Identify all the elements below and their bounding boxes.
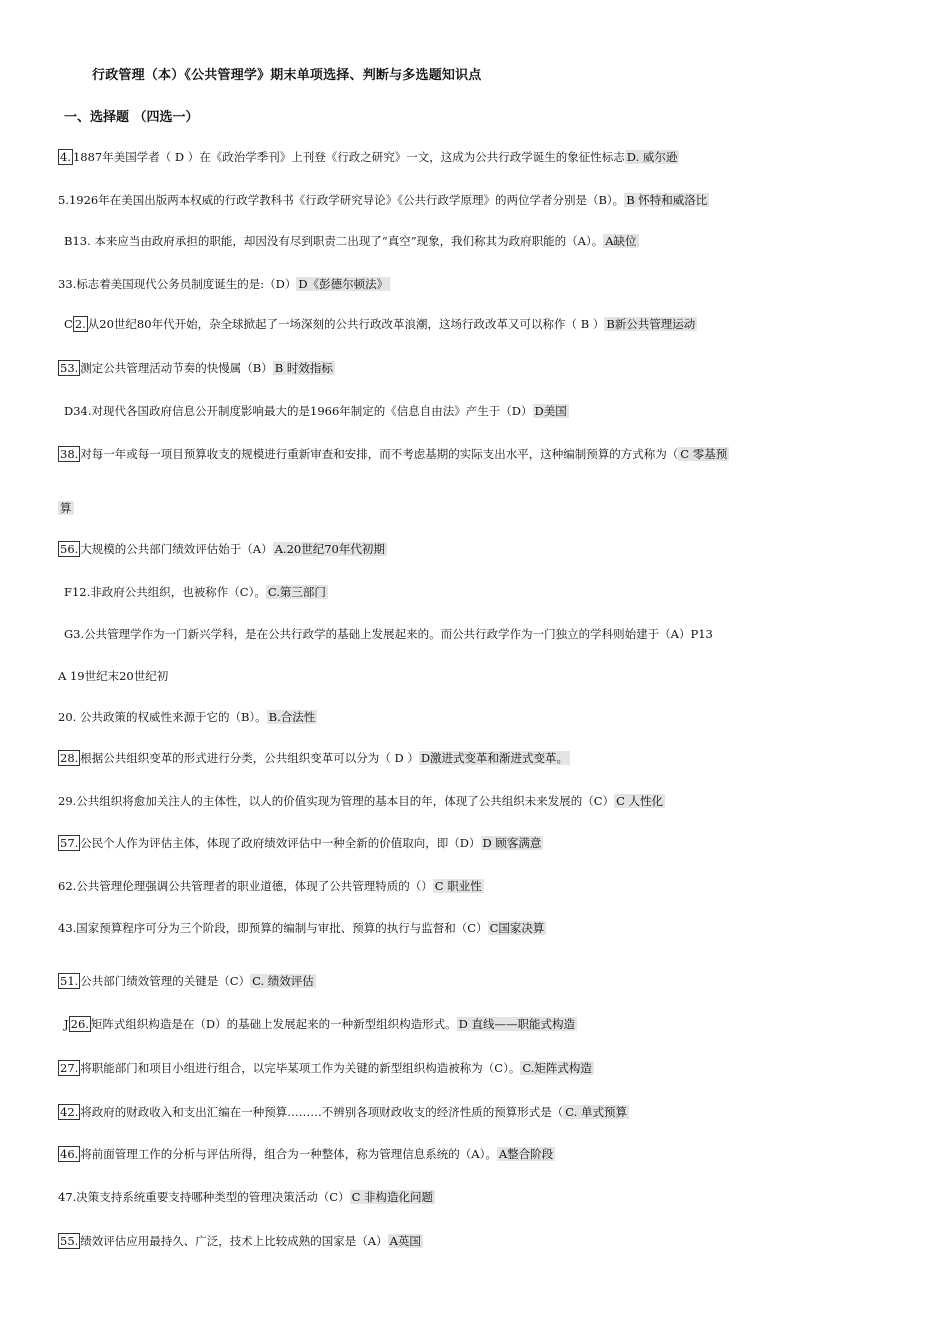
question-number: 4. <box>60 150 71 164</box>
question-text: 62.公共管理伦理强调公共管理者的职业道德，体现了公共管理特质的（） <box>58 879 433 893</box>
answer-text: D《彭德尔顿法》 <box>298 277 389 291</box>
question-line <box>64 626 900 642</box>
answer-text: B 时效指标 <box>274 361 333 375</box>
question-line <box>58 360 900 376</box>
question-text: 将前面管理工作的分析与评估所得，组合为一种整体，称为管理信息系统的（A）。 <box>80 1147 497 1161</box>
answer-text: D 顾客满意 <box>482 836 542 850</box>
answer-text: C 非构造化问题 <box>351 1190 434 1204</box>
question-text: 绩效评估应用最持久、广泛，技术上比较成熟的国家是（A） <box>80 1234 388 1248</box>
question-number: 42. <box>60 1105 79 1119</box>
answer-text: A整合阶段 <box>498 1147 554 1161</box>
question-text: 20. 公共政策的权威性来源于它的（B）。 <box>58 710 267 724</box>
question-line <box>64 316 900 332</box>
question-text: F12.非政府公共组织，也被称作（C）。 <box>64 585 266 599</box>
question-number: 28. <box>60 751 79 765</box>
question-line <box>58 1146 900 1162</box>
answer-text: C国家决算 <box>489 921 545 935</box>
question-number: 38. <box>60 447 79 461</box>
answer-text: D. 威尔逊 <box>626 150 678 164</box>
answer-text: B新公共管理运动 <box>606 317 696 331</box>
question-text: G3.公共管理学作为一门新兴学科，是在公共行政学的基础上发展起来的。而公共行政学作为一门独立的学科则始建于（A）P13 <box>64 627 713 641</box>
question-line <box>58 668 900 684</box>
question-text: 测定公共管理活动节奏的快慢属（B） <box>80 361 273 375</box>
question-number: 46. <box>60 1147 79 1161</box>
question-text: 33.标志着美国现代公务员制度诞生的是:（D） <box>58 277 297 291</box>
question-line <box>58 709 900 725</box>
question-line <box>64 584 900 600</box>
answer-text: B 怀特和威洛比 <box>626 193 708 207</box>
question-line <box>58 750 900 766</box>
section-heading: 一、选择题 （四选一） <box>64 110 199 125</box>
answer-text: C 职业性 <box>434 879 482 893</box>
answer-text: C 人性化 <box>616 794 664 808</box>
question-text: 1887年美国学者（ D ）在《政治学季刊》上刊登《行政之研究》一文，这成为公共行政学诞生的象征性标志 <box>72 150 625 164</box>
question-text: A 19世纪末20世纪初 <box>58 669 169 683</box>
question-text: 将职能部门和项目小组进行组合，以完毕某项工作为关键的新型组织构造被称为（C）。 <box>80 1061 521 1075</box>
question-line <box>64 403 900 419</box>
question-number: 56. <box>60 542 79 556</box>
question-line <box>58 500 900 516</box>
question-line <box>58 835 900 851</box>
question-line <box>58 276 900 292</box>
question-line <box>64 1016 900 1032</box>
question-text: 对每一年或每一项目预算收支的规模进行重新审查和安排，而不考虑基期的实际支出水平，这种编制预算的方式称为（ <box>80 447 679 461</box>
question-number: 53. <box>60 361 79 375</box>
question-line <box>58 973 900 989</box>
answer-text: C. 单式预算 <box>565 1105 627 1119</box>
question-text: 矩阵式组织构造是在（D）的基础上发展起来的一种新型组织构造形式。 <box>90 1017 457 1031</box>
answer-text: C. 绩效评估 <box>252 974 314 988</box>
question-number: 2. <box>74 317 86 331</box>
question-text: 大规模的公共部门绩效评估始于（A） <box>80 542 273 556</box>
question-text: 47.决策支持系统重要支持哪种类型的管理决策活动（C） <box>58 1190 350 1204</box>
question-line <box>58 920 900 936</box>
question-line <box>58 1189 900 1205</box>
answer-text: A缺位 <box>605 234 637 248</box>
answer-text: C 零基预 <box>680 447 728 461</box>
answer-text: D 直线——职能式构造 <box>458 1017 576 1031</box>
question-line <box>58 149 900 165</box>
answer-text: D美国 <box>534 404 567 418</box>
question-number: 55. <box>60 1234 79 1248</box>
question-text: 5.1926年在美国出版两本权威的行政学教科书《行政学研究导论》《公共行政学原理》的两位学者分别是（B）。 <box>58 193 625 207</box>
question-prefix: J <box>64 1017 69 1031</box>
answer-text: A英国 <box>389 1234 421 1248</box>
question-text: 将政府的财政收入和支出汇编在一种预算………不辨别各项财政收支的经济性质的预算形式是（ <box>80 1105 564 1119</box>
question-text: 根据公共组织变革的形式进行分类，公共组织变革可以分为（ D ） <box>80 751 419 765</box>
question-number: 51. <box>60 974 79 988</box>
question-text: 43.国家预算程序可分为三个阶段，即预算的编制与审批、预算的执行与监督和（C） <box>58 921 488 935</box>
question-number: 57. <box>60 836 79 850</box>
question-line <box>58 1104 900 1120</box>
question-line <box>58 793 900 809</box>
answer-text: C.第三部门 <box>267 585 326 599</box>
question-text: B13. 本来应当由政府承担的职能，却因没有尽到职责二出现了“真空”现象，我们称其为政府职能的（A）。 <box>64 234 604 248</box>
question-number: 27. <box>60 1061 79 1075</box>
question-line <box>58 192 900 208</box>
question-text: 29.公共组织将愈加关注人的主体性，以人的价值实现为管理的基本目的年，体现了公共组织未来发展的（C） <box>58 794 615 808</box>
question-text: D34.对现代各国政府信息公开制度影响最大的是1966年制定的《信息自由法》产生于（D） <box>64 404 533 418</box>
question-line <box>64 233 900 249</box>
question-line <box>58 446 900 462</box>
answer-text: 算 <box>60 501 72 515</box>
answer-text: A.20世纪70年代初期 <box>274 542 385 556</box>
question-number: 26. <box>70 1017 89 1031</box>
question-line <box>58 878 900 894</box>
answer-text: C.矩阵式构造 <box>522 1061 592 1075</box>
answer-text: B.合法性 <box>268 710 316 724</box>
answer-text: D激进式变革和渐进式变革。 <box>420 751 569 765</box>
question-text: 公共部门绩效管理的关键是（C） <box>80 974 251 988</box>
question-line <box>58 541 900 557</box>
question-prefix: C <box>64 317 73 331</box>
question-text: 从20世纪80年代开始，杂全球掀起了一场深刻的公共行政改革浪潮，这场行政改革又可以称作（ B ） <box>87 317 605 331</box>
document-title: 行政管理（本）《公共管理学》期末单项选择、判断与多选题知识点 <box>92 68 482 83</box>
question-line <box>58 1233 900 1249</box>
question-line <box>58 1060 900 1076</box>
question-text: 公民个人作为评估主体，体现了政府绩效评估中一种全新的价值取向，即（D） <box>80 836 481 850</box>
